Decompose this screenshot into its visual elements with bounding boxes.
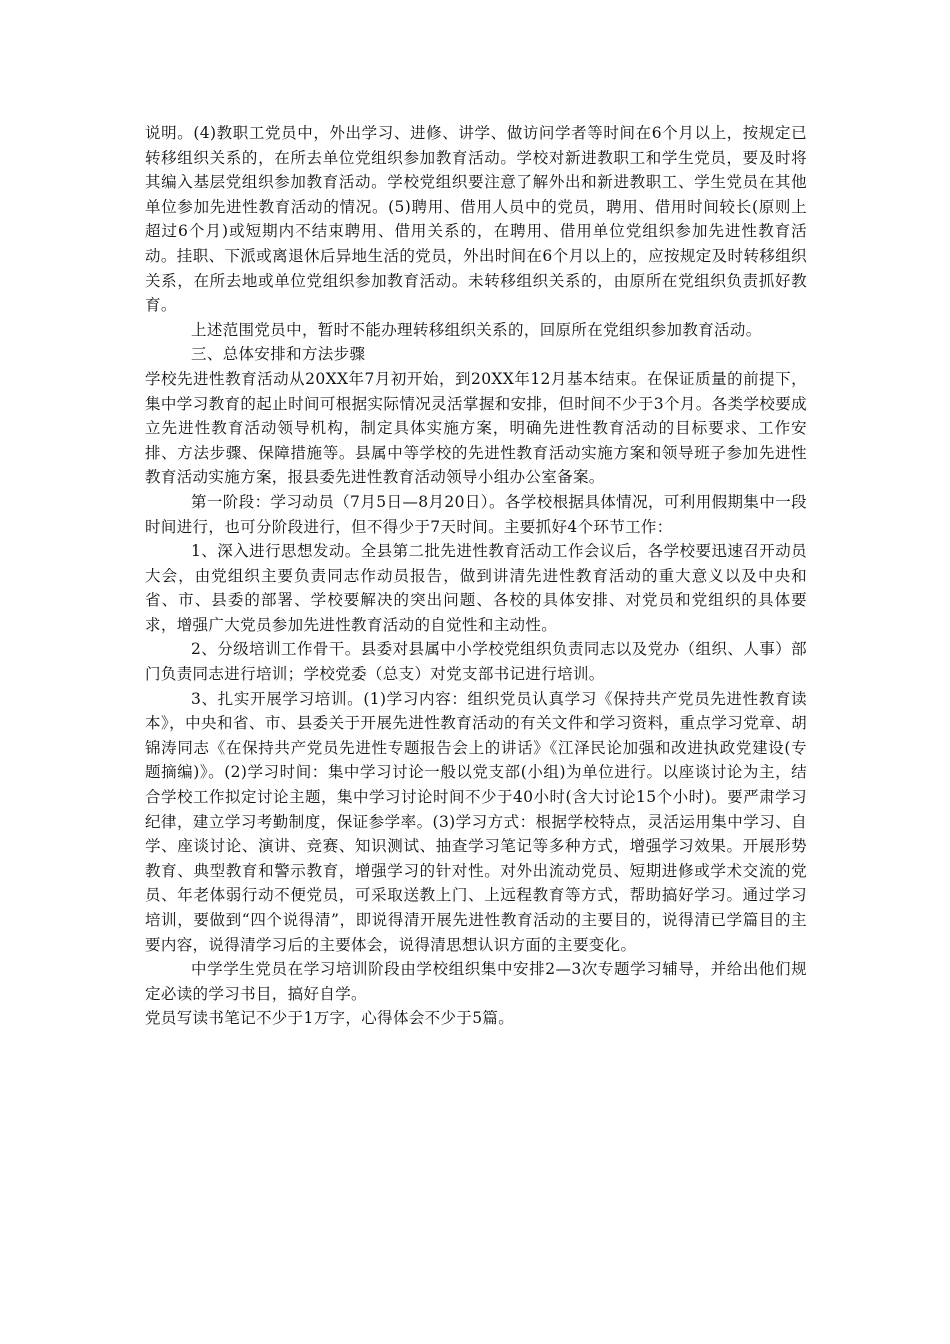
paragraph-return-original: 上述范围党员中，暂时不能办理转移组织关系的，回原所在党组织参加教育活动。 <box>191 320 762 339</box>
paragraph-item-2: 2、分级培训工作骨干。县委对县属中小学校党组织负责同志以及党办（组织、人事）部门负责同志进行培训；学校党委（总支）对党支部书记进行培训。 <box>145 640 807 684</box>
paragraph-item-3: 3、扎实开展学习培训。(1)学习内容：组织党员认真学习《保持共产党员先进性教育读本》，中央和省、市、县委关于开展先进性教育活动的有关文件和学习资料，重点学习党章、胡锦涛同志《在保持共产党员先进性专题报告会上的讲话》《江泽民论加强和改进执政党建设(专题摘编)》。(2)学习时间：集中学习讨论一般以党支部(小组)为单位进行。以座谈讨论为主，结合学校工作拟定讨论主题，集中学习讨论时间不少于40小时(含大讨论15个小时)。要严肃学习纪律，建立学习考勤制度，保证参学率。(3)学习方式：根据学校特点，灵活运用集中学习、自学、座谈讨论、演讲、竞赛、知识测试、抽查学习笔记等多种方式，增强学习效果。开展形势教育、典型教育和警示教育，增强学习的针对性。对外出流动党员、短期进修或学术交流的党员、年老体弱行动不便党员，可采取送教上门、上远程教育等方式，帮助搞好学习。通过学习培训，要做到“四个说得清”，即说得清开展先进性教育活动的主要目的，说得清已学篇目的主要内容，说得清学习后的主要体会，说得清思想认识方面的主要变化。 <box>145 689 807 954</box>
paragraph-notes-requirement: 党员写读书笔记不少于1万字，心得体会不少于5篇。 <box>145 1009 515 1028</box>
section-heading-3: 三、总体安排和方法步骤 <box>191 345 366 364</box>
paragraph-student-members: 中学学生党员在学习培训阶段由学校组织集中安排2—3次专题学习辅导，并给出他们规定必读的学习书目，搞好自学。 <box>145 960 807 1003</box>
document-body <box>145 121 807 1031</box>
paragraph-transfer-rules: 说明。(4)教职工党员中，外出学习、进修、讲学、做访问学者等时间在6个月以上，按规定已转移组织关系的，在所去单位党组织参加教育活动。学校对新进教职工和学生党员，要及时将其编入基层党组织参加教育活动。学校党组织要注意了解外出和新进教职工、学生党员在其他单位参加先进性教育活动的情况。(5)聘用、借用人员中的党员，聘用、借用时间较长(原则上超过6个月)或短期内不结束聘用、借用关系的，在聘用、借用单位党组织参加先进性教育活动。挂职、下派或离退休后异地生活的党员，外出时间在6个月以上的，应按规定及时转移组织关系，在所去地或单位党组织参加教育活动。未转移组织关系的，由原所在党组织负责抓好教育。 <box>145 124 807 315</box>
paragraph-phase-one: 第一阶段：学习动员（7月5日—8月20日）。各学校根据具体情况，可利用假期集中一段时间进行，也可分阶段进行，但不得少于7天时间。主要抓好4个环节工作： <box>145 492 807 536</box>
paragraph-item-1: 1、深入进行思想发动。全县第二批先进性教育活动工作会议后，各学校要迅速召开动员大会，由党组织主要负责同志作动员报告，做到讲清先进性教育活动的重大意义以及中央和省、市、县委的部署、学校要解决的突出问题、各校的具体安排、对党员和党组织的具体要求，增强广大党员参加先进性教育活动的自觉性和主动性。 <box>145 542 807 634</box>
paragraph-overall-schedule: 学校先进性教育活动从20XX年7月初开始，到20XX年12月基本结束。在保证质量的前提下，集中学习教育的起止时间可根据实际情况灵活掌握和安排，但时间不少于3个月。各类学校要成立先进性教育活动领导机构，制定具体实施方案，明确先进性教育活动的目标要求、工作安排、方法步骤、保障措施等。县属中等学校的先进性教育活动实施方案和领导班子参加先进性教育活动实施方案，报县委先进性教育活动领导小组办公室备案。 <box>145 369 807 487</box>
